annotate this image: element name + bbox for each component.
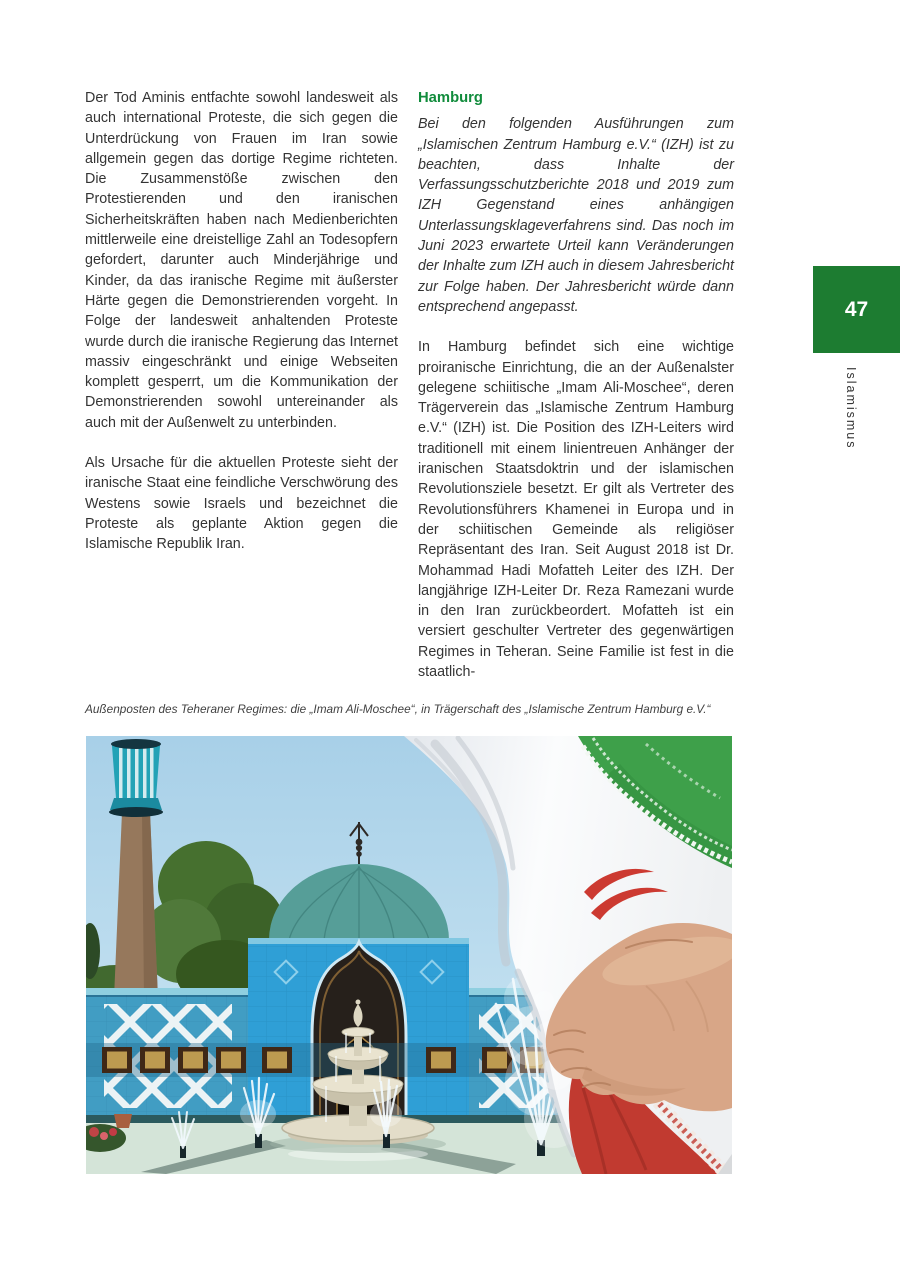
right-column [418,88,734,702]
left-column [85,88,398,575]
body-paragraph: In Hamburg befindet sich eine wichtige proiranische Einrichtung, die an der Außenalster gelegene schiitische „Imam Ali-Moschee“, deren Trägerverein das „Islamische Zentrum Hamburg e.V.“ (IZH) ist. Die Position des IZH-Leiters wird traditionell mit einem linientreuen Anhänger der iranischen Staatsdoktrin und der islamischen Revolutionsziele besetzt. Er gilt als Vertreter des Revolutionsführers Khamenei in Europa und in der schiitischen Gemeinde als religiöser Repräsentant des Iran. Seit August 2018 ist Dr. Mohammad Hadi Mofatteh Leiter des IZH. Der langjährige IZH-Leiter Dr. Reza Ramezani wurde in den Iran zurückbeordert. Mofatteh ist ein versiert geschulter Vertreter des gegenwärtigen Regimes in Teheran. Seine Familie ist fest in die staatlich- [418,339,734,681]
chapter-sidebar-label: Islamismus [844,367,858,450]
section-heading-hamburg: Hamburg [418,90,483,106]
body-paragraph: Der Tod Aminis entfachte sowohl landesweit als auch international Proteste, die sich gegen die Unterdrückung von Frauen im Iran sowie allgemein gegen das dortige Regime richteten. Die Zusammenstöße zwischen den Protestierenden und den iranischen Sicherheitskräften haben nach Medienberichten mittlerweile eine dreistellige Zahl an Todesopfern gefordert, darunter auch Minderjährige und Kinder, da das iranische Regime mit äußerster Härte gegen die Demonstrierenden vorgeht. In Folge der landesweit anhaltenden Proteste wurde durch die iranische Regierung das Internet massiv eingeschränkt und einige Webseiten komplett gesperrt, um die Kommunikation der Demonstrierenden sowohl untereinander als auch mit der Außenwelt zu unterbinden. [85,90,398,431]
photo-caption: Außenposten des Teheraner Regimes: die „Imam Ali-Moschee“, in Trägerschaft des „Islamische Zentrum Hamburg e.V.“ [85,702,711,716]
body-paragraph: Als Ursache für die aktuellen Proteste sieht der iranische Staat eine feindliche Verschwörung des Westens sowie Israels und bezeichnet die Proteste als geplante Aktion gegen die Islamische Republik Iran. [85,455,398,553]
page-number: 47 [844,297,869,321]
mosque-photo-illustration [86,736,732,1174]
legal-note: Bei den folgenden Ausführungen zum „Islamischen Zentrum Hamburg e.V.“ (IZH) ist zu beachten, dass Inhalte der Verfassungsschutzberichte 2018 und 2019 zum IZH Gegenstand eines anhängigen Unterlassungsklageverfahrens sind. Das noch im Juni 2023 erwartete Urteil kann Veränderungen der Inhalte zum IZH auch in diesem Jahresbericht zur Folge haben. Der Jahresbericht würde dann entsprechend angepasst. [418,116,734,315]
page-number-badge [813,266,900,353]
mosque-photo [86,736,732,1174]
